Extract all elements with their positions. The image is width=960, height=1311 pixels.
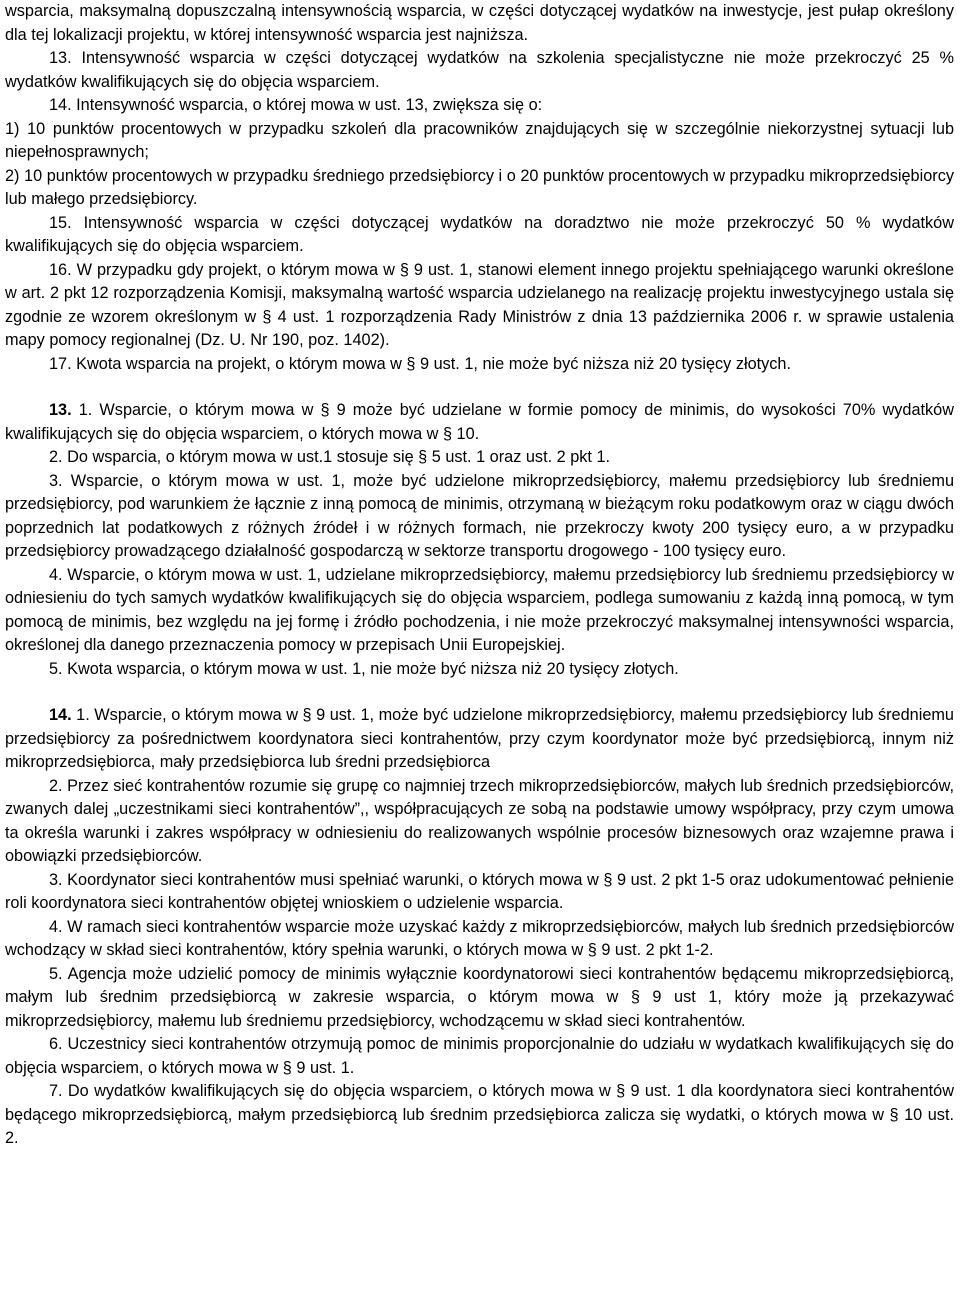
section-14-paragraph-1 <box>5 704 954 775</box>
paragraph: 17. Kwota wsparcia na projekt, o którym mowa w § 9 ust. 1, nie może być niższa niż 20 tysięcy złotych. <box>49 354 792 373</box>
paragraph: 4. Wsparcie, o którym mowa w ust. 1, udzielane mikroprzedsiębiorcy, małemu przedsiębiorcy lub średniemu przedsiębiorcy w odniesieniu do tych samych wydatków kwalifikujących się do objęcia wsparciem, podlega sumowaniu z każdą inną pomocą, w tym pomocą de minimis, bez względu na jej formę i źródło pochodzenia, i nie może przekroczyć maksymalnej intensywności wsparcia, określonej dla danego przeznaczenia pomocy w przepisach Unii Europejskiej. <box>5 565 954 654</box>
section-number: 14. <box>49 706 72 724</box>
paragraph: 14. Intensywność wsparcia, o której mowa w ust. 13, zwiększa się o: <box>49 96 543 114</box>
paragraph: 13. Intensywność wsparcia w części dotyczącej wydatków na szkolenia specjalistyczne nie może przekroczyć 25 % wydatków kwalifikujących się do objęcia wsparciem. <box>5 49 954 91</box>
paragraph: 2. Do wsparcia, o którym mowa w ust.1 stosuje się § 5 ust. 1 oraz ust. 2 pkt 1. <box>49 448 611 466</box>
paragraph: 5. Kwota wsparcia, o którym mowa w ust. 1, nie może być niższa niż 20 tysięcy złotych. <box>49 659 679 678</box>
paragraph: 3. Wsparcie, o którym mowa w ust. 1, może być udzielone mikroprzedsiębiorcy, małemu przedsiębiorcy lub średniemu przedsiębiorcy, pod warunkiem że łącznie z inną pomocą de minimis, otrzymaną w bieżącym roku podatkowym oraz w ciągu dwóch poprzednich lat podatkowych z różnych źródeł i w różnych formach, nie przekroczy kwoty 200 tysięcy euro, a w przypadku przedsiębiorcy prowadzącego działalność gospodarczą w sektorze transportu drogowego - 100 tysięcy euro. <box>5 471 954 560</box>
paragraph: 7. Do wydatków kwalifikujących się do objęcia wsparciem, o których mowa w § 9 ust. 1 dla koordynatora sieci kontrahentów będącego mikroprzedsiębiorcą, małym przedsiębiorcą lub średnim przedsiębiorca zalicza się wydatki, o których mowa w § 10 ust. 2. <box>5 1082 954 1147</box>
list-item: 2) 10 punktów procentowych w przypadku średniego przedsiębiorcy i o 20 punktów procentowych w przypadku mikroprzedsiębiorcy lub małego przedsiębiorcy. <box>5 166 954 208</box>
paragraph: 6. Uczestnicy sieci kontrahentów otrzymują pomoc de minimis proporcjonalnie do udziału w wydatkach kwalifikujących się do objęcia wsparciem, o których mowa w § 9 ust. 1. <box>5 1035 954 1077</box>
section-number: 13. <box>49 401 72 419</box>
paragraph: wsparcia, maksymalną dopuszczalną intensywnością wsparcia, w części dotyczącej wydatków na inwestycje, jest pułap określony dla tej lokalizacji projektu, w której intensywność wsparcia jest najniższa. <box>5 2 954 44</box>
paragraph: 15. Intensywność wsparcia w części dotyczącej wydatków na doradztwo nie może przekroczyć 50 % wydatków kwalifikujących się do objęcia wsparciem. <box>5 213 954 255</box>
paragraph-text: 1. Wsparcie, o którym mowa w § 9 może być udzielane w formie pomocy de minimis, do wysokości 70% wydatków kwalifikujących się do objęcia wsparciem, o których mowa w § 10. <box>5 401 954 443</box>
paragraph: 4. W ramach sieci kontrahentów wsparcie może uzyskać każdy z mikroprzedsiębiorców, małych lub średnich przedsiębiorców wchodzący w skład sieci kontrahentów, który spełnia warunki, o których mowa w § 9 ust. 2 pkt 1-2. <box>5 917 954 959</box>
paragraph-text: 1. Wsparcie, o którym mowa w § 9 ust. 1, może być udzielone mikroprzedsiębiorcy, małemu przedsiębiorcy lub średniemu przedsiębiorcy za pośrednictwem koordynatora sieci kontrahentów, przy czym koordynator może być przedsiębiorcą, innym niż mikroprzedsiębiorca, mały przedsiębiorca lub średni przedsiębiorca <box>5 706 954 771</box>
list-item: 1) 10 punktów procentowych w przypadku szkoleń dla pracowników znajdujących się w szczególnie niekorzystnej sytuacji lub niepełnosprawnych; <box>5 119 954 161</box>
paragraph: 2. Przez sieć kontrahentów rozumie się grupę co najmniej trzech mikroprzedsiębiorców, małych lub średnich przedsiębiorców, zwanych dalej „uczestnikami sieci kontrahentów”,, współpracujących ze sobą na podstawie umowy współpracy, przy czym umowa ta określa warunki i zakres współpracy w odniesieniu do realizowanych wspólnie procesów biznesowych oraz wzajemne prawa i obowiązki przedsiębiorców. <box>5 776 954 865</box>
paragraph: 16. W przypadku gdy projekt, o którym mowa w § 9 ust. 1, stanowi element innego projektu spełniającego warunki określone w art. 2 pkt 12 rozporządzenia Komisji, maksymalną wartość wsparcia udzielanego na realizację projektu inwestycyjnego ustala się zgodnie ze wzorem określonym w § 4 ust. 1 rozporządzenia Rady Ministrów z dnia 13 października 2006 r. w sprawie ustalenia mapy pomocy regionalnej (Dz. U. Nr 190, poz. 1402). <box>5 260 954 349</box>
paragraph: 3. Koordynator sieci kontrahentów musi spełniać warunki, o których mowa w § 9 ust. 2 pkt 1-5 oraz udokumentować pełnienie roli koordynatora sieci kontrahentów objętej wnioskiem o udzielenie wsparcia. <box>5 870 954 912</box>
section-13-paragraph-1 <box>5 399 954 446</box>
paragraph: 5. Agencja może udzielić pomocy de minimis wyłącznie koordynatorowi sieci kontrahentów będącemu mikroprzedsiębiorcą, małym lub średnim przedsiębiorcą w zakresie wsparcia, o którym mowa w § 9 ust 1, który może ją przekazywać mikroprzedsiębiorcy, małemu lub średniemu przedsiębiorcy, wchodzącemu w skład sieci kontrahentów. <box>5 964 954 1030</box>
